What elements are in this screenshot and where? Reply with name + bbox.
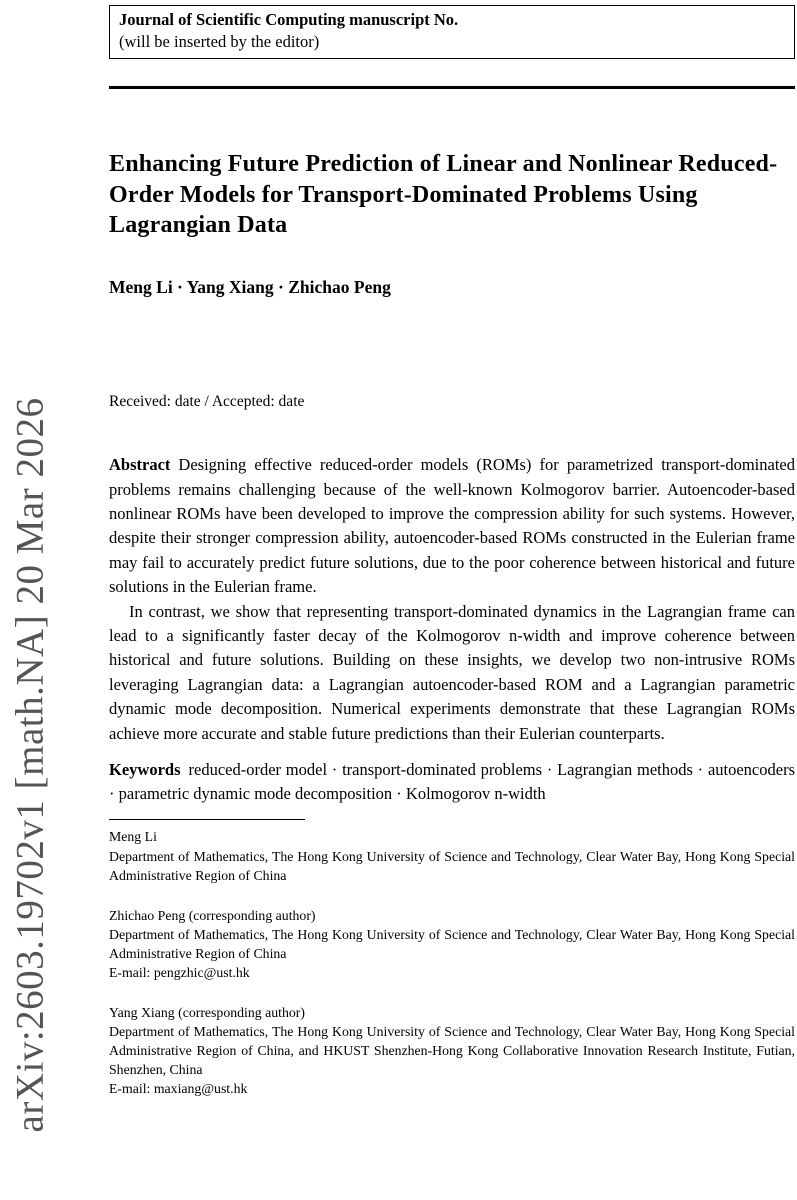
footnote-email: E-mail: pengzhic@ust.hk <box>109 964 250 980</box>
footnote-affiliation: Department of Mathematics, The Hong Kong University of Science and Technology, Clear Water Bay, Hong Kong Special Administrative Region of China <box>109 848 795 883</box>
abstract-paragraph-1 <box>109 453 795 599</box>
keywords-label: Keywords <box>109 760 181 780</box>
keywords-text: reduced-order model · transport-dominated problems · Lagrangian methods · autoencoders · parametric dynamic mode decomposition · Kolmogorov n-width <box>109 760 795 804</box>
journal-editor-note: (will be inserted by the editor) <box>119 31 320 51</box>
keywords-paragraph <box>109 758 795 807</box>
footnote-email: E-mail: maxiang@ust.hk <box>109 1080 248 1096</box>
footnote-rule <box>109 819 305 821</box>
header-rule <box>109 86 795 90</box>
footnote-affiliation: Department of Mathematics, The Hong Kong University of Science and Technology, Clear Water Bay, Hong Kong Special Administrative Region of China <box>109 926 795 961</box>
abstract-label: Abstract <box>109 455 171 475</box>
footnote-meng-li <box>109 827 795 884</box>
received-accepted-line: Received: date / Accepted: date <box>109 393 305 411</box>
journal-header-box <box>109 5 795 59</box>
footnote-zhichao-peng <box>109 906 795 982</box>
abstract-paragraph-2: In contrast, we show that representing transport-dominated dynamics in the Lagrangian frame can lead to a significantly faster decay of the Kolmogorov n-width and improve coherence between historical and future solutions. Building on these insights, we develop two non-intrusive ROMs leveraging Lagrangian data: a Lagrangian autoencoder-based ROM and a Lagrangian parametric dynamic mode decomposition. Numerical experiments demonstrate that these Lagrangian ROMs achieve more accurate and stable future predictions than their Eulerian counterparts. <box>109 601 795 743</box>
paper-content-column <box>109 0 795 1098</box>
arxiv-identifier-label: arXiv:2603.19702v1 [math.NA] 20 Mar 2026 <box>8 397 52 1133</box>
abstract-text-1: Designing effective reduced-order models (ROMs) for parametrized transport-dominated problems remains challenging because of the well-known Kolmogorov barrier. Autoencoder-based nonlinear ROMs have been developed to improve the compression ability for such systems. However, despite their stronger compression ability, autoencoder-based ROMs constructed in the Eulerian frame may fail to accurately predict future solutions, due to the poor coherence between historical and future solutions in the Eulerian frame. <box>109 455 795 597</box>
footnote-author-name: Yang Xiang (corresponding author) <box>109 1004 305 1020</box>
footnote-yang-xiang <box>109 1003 795 1098</box>
footnote-affiliation: Department of Mathematics, The Hong Kong University of Science and Technology, Clear Water Bay, Hong Kong Special Administrative Region of China, and HKUST Shenzhen-Hong Kong Collaborative Innovation Research Institute, Futian, Shenzhen, China <box>109 1023 795 1077</box>
footnote-author-name: Meng Li <box>109 829 157 845</box>
journal-manuscript-title: Journal of Scientific Computing manuscript No. <box>119 10 459 29</box>
paper-title: Enhancing Future Prediction of Linear and Nonlinear Reduced-Order Models for Transport-Dominated Problems Using Lagrangian Data <box>109 151 778 239</box>
authors-line: Meng Li · Yang Xiang · Zhichao Peng <box>109 277 391 298</box>
footnote-author-name: Zhichao Peng (corresponding author) <box>109 907 316 923</box>
